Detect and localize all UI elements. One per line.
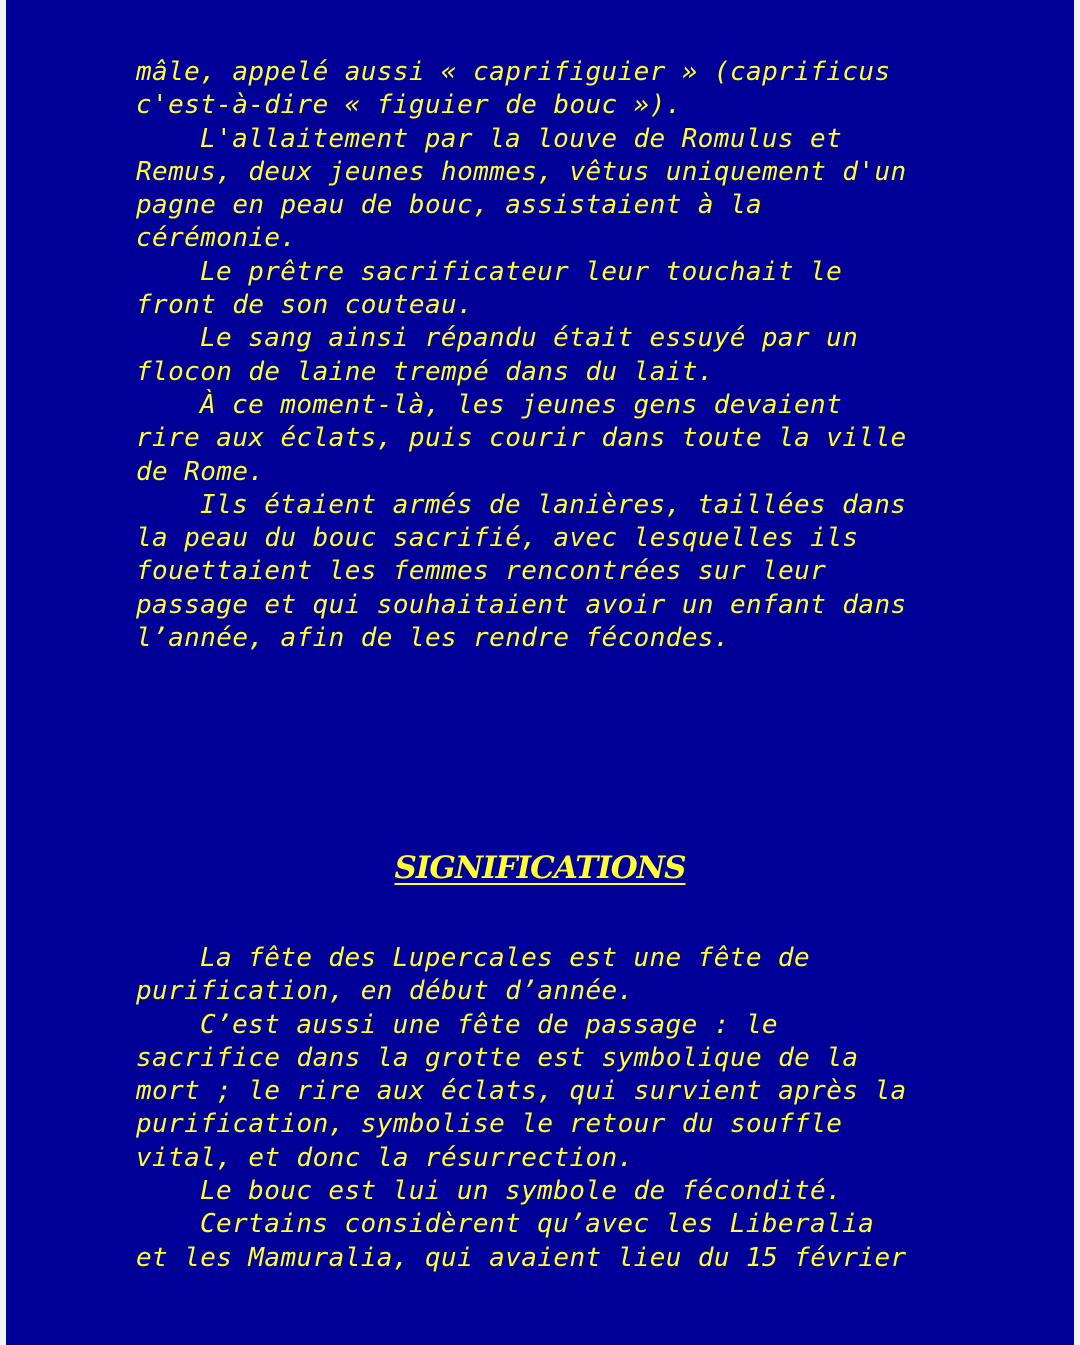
- text-line: Ils étaient armés de lanières, taillées dans: [200, 489, 907, 520]
- text-line: purification, en début d’année.: [136, 976, 634, 1007]
- text-line: mâle, appelé aussi « caprifiguier » (caprificus: [136, 57, 891, 87]
- text-line: pagne en peau de bouc, assistaient à la: [136, 190, 763, 221]
- section-heading: SIGNIFICATIONS: [394, 850, 686, 886]
- text-line: sacrifice dans la grotte est symbolique de la: [136, 1042, 859, 1073]
- text-line: purification, symbolise le retour du souffle: [136, 1109, 843, 1140]
- text-line: flocon de laine trempé dans du lait.: [136, 356, 714, 387]
- text-line: front de son couteau.: [136, 290, 474, 321]
- body-text-bottom: [136, 942, 956, 1275]
- text-line: mort ; le rire aux éclats, qui survient après la: [136, 1076, 907, 1107]
- body-text-top: [136, 56, 956, 655]
- text-line: La fête des Lupercales est une fête de: [200, 943, 811, 973]
- text-line: c'est-à-dire « figuier de bouc »).: [136, 90, 682, 121]
- text-line: Certains considèrent qu’avec les Liberalia: [200, 1209, 875, 1240]
- text-line: L'allaitement par la louve de Romulus et: [200, 123, 843, 154]
- text-line: vital, et donc la résurrection.: [136, 1142, 634, 1173]
- text-line: passage et qui souhaitaient avoir un enfant dans: [136, 589, 907, 620]
- text-line: À ce moment-là, les jeunes gens devaient: [200, 389, 843, 420]
- text-line: Le sang ainsi répandu était essuyé par un: [200, 323, 859, 354]
- text-line: de Rome.: [136, 456, 265, 487]
- text-line: Remus, deux jeunes hommes, vêtus uniquement d'un: [136, 156, 907, 187]
- text-line: rire aux éclats, puis courir dans toute la ville: [136, 423, 907, 454]
- text-line: l’année, afin de les rendre fécondes.: [136, 623, 730, 654]
- text-line: Le bouc est lui un symbole de fécondité.: [200, 1176, 843, 1207]
- page-edge-right: [1074, 0, 1080, 1345]
- text-line: Le prêtre sacrificateur leur touchait le: [200, 256, 843, 287]
- text-line: la peau du bouc sacrifié, avec lesquelles ils: [136, 523, 859, 554]
- text-line: et les Mamuralia, qui avaient lieu du 15 février: [136, 1242, 907, 1273]
- text-line: C’est aussi une fête de passage : le: [200, 1009, 778, 1040]
- text-line: fouettaient les femmes rencontrées sur leur: [136, 556, 827, 587]
- text-line: cérémonie.: [136, 223, 297, 254]
